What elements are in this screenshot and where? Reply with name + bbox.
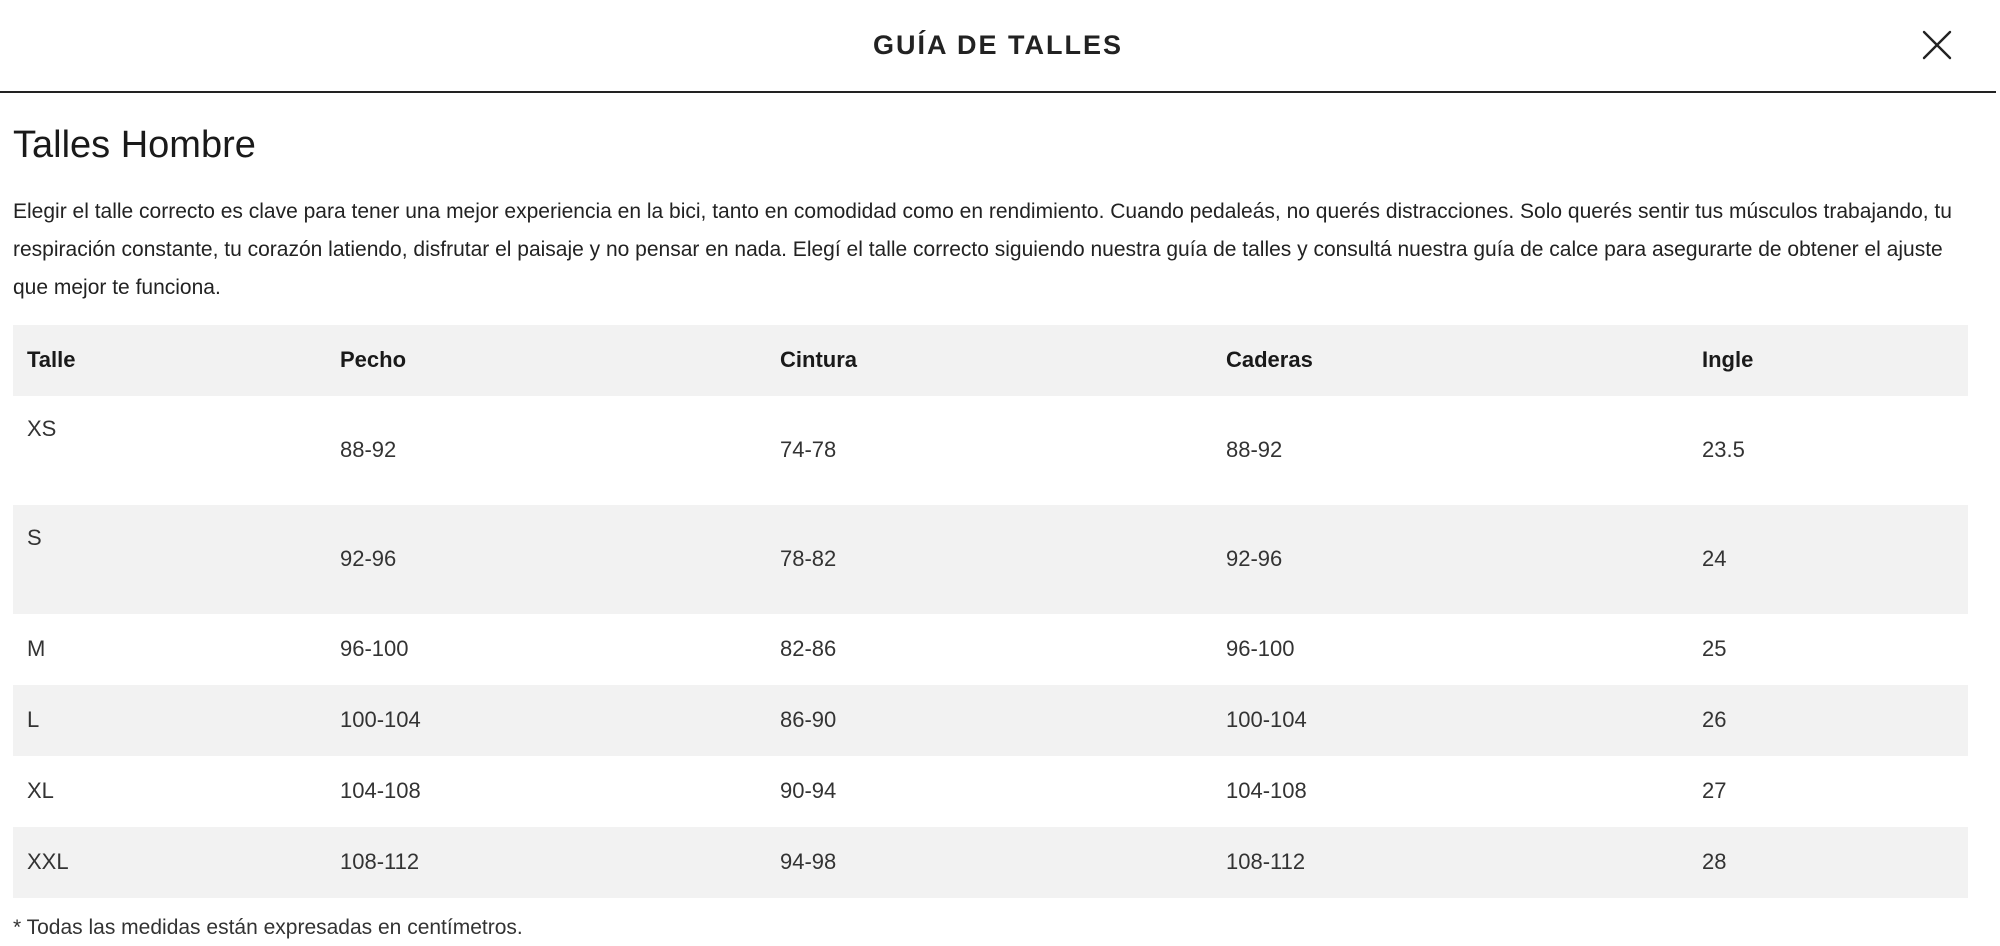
cell-talle: XXL [13,827,326,898]
cell-cintura: 90-94 [780,778,837,804]
cell-caderas: 108-112 [1212,827,1688,898]
modal-title: GUÍA DE TALLES [873,30,1123,60]
header-talle: Talle [13,325,326,396]
cell-talle: XS [27,415,57,441]
cell-cintura: 74-78 [780,437,837,463]
cell-pecho: 88-92 [340,437,397,463]
size-table [13,325,1968,898]
header-cintura: Cintura [766,325,1212,396]
cell-ingle: 28 [1688,827,1968,898]
cell-cintura: 94-98 [766,827,1212,898]
header-ingle: Ingle [1688,325,1968,396]
cell-ingle: 23.5 [1702,437,1745,463]
cell-caderas: 88-92 [1226,437,1283,463]
cell-pecho: 96-100 [340,636,409,662]
cell-cintura: 86-90 [766,685,1212,756]
cell-ingle: 26 [1688,685,1968,756]
cell-caderas: 96-100 [1226,636,1295,662]
section-title: Talles Hombre [13,124,256,166]
cell-pecho: 104-108 [340,778,421,804]
footnote: * Todas las medidas están expresadas en centímetros. [13,915,523,939]
cell-pecho: 108-112 [326,827,766,898]
section-description: Elegir el talle correcto es clave para tener una mejor experiencia en la bici, tanto en comodidad como en rendimiento. Cuando pedaleás, no querés distracciones. Solo querés sentir tus músculos trabajando, tu respiración constante, tu corazón latiendo, disfrutar el paisaje y no pensar en nada. Elegí el talle correcto siguiendo nuestra guía de talles y consultá nuestra guía de calce para asegurarte de obtener el ajuste que mejor te funciona. [13,199,1952,299]
cell-pecho: 100-104 [326,685,766,756]
table-row [13,685,1968,756]
cell-cintura: 82-86 [780,636,837,662]
header-pecho: Pecho [326,325,766,396]
cell-pecho: 92-96 [326,505,766,614]
cell-ingle: 25 [1702,636,1727,662]
cell-caderas: 100-104 [1212,685,1688,756]
table-row [13,396,1968,505]
modal-header [0,0,1996,93]
cell-ingle: 24 [1688,505,1968,614]
cell-talle: L [13,685,326,756]
modal-content [13,93,1968,940]
close-button[interactable] [1920,28,1954,62]
cell-caderas: 104-108 [1226,778,1307,804]
table-row [13,756,1968,827]
table-row [13,827,1968,898]
table-header-row [13,325,1968,396]
table-row [13,614,1968,685]
table-row [13,505,1968,614]
cell-talle: M [27,636,46,662]
header-caderas: Caderas [1212,325,1688,396]
cell-caderas: 92-96 [1212,505,1688,614]
cell-cintura: 78-82 [766,505,1212,614]
cell-talle: XL [27,778,54,804]
cell-talle: S [13,505,326,614]
cell-ingle: 27 [1702,778,1727,804]
close-icon [1920,28,1954,62]
